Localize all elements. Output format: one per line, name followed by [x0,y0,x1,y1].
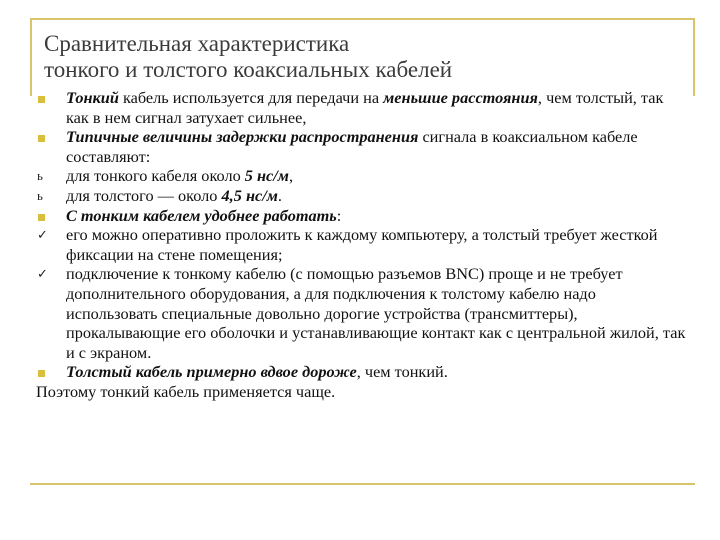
square-bullet-icon [36,362,66,381]
slide-title-line-1: Сравнительная характеристика [44,31,350,56]
checkmark-bullet-icon: ✓ [37,227,48,243]
body-text: Поэтому тонкий кабель применяется чаще. [36,381,336,401]
emphasis-text: Типичные величины задержки распространения [66,127,419,147]
body-text: для тонкого кабеля около [66,166,245,186]
slide-body [36,88,686,402]
list-item [36,362,686,382]
sub-bullet-icon: ь [37,168,43,184]
body-text: , [288,166,294,186]
emphasis-text: 4,5 нс/м [221,185,278,205]
body-text: его можно оперативно проложить к каждому компьютеру, а толстый требует жесткой фиксации на стене помещения; [66,225,658,264]
body-text: , чем тонкий. [356,362,448,382]
body-text: подключение к тонкому кабелю (с помощью разъемов BNC) проще и не требует дополнительного оборудования, а для подключения к толстому кабелю надо использовать специальные довольно дорогие устройства (трансмиттеры), прокалывающие его оболочки и устанавливающие контакт как с центральной жилой, так и с экраном. [66,264,686,362]
emphasis-text: С тонким кабелем удобнее работать [66,205,337,225]
body-text: , чем толстый, так как в нем сигнал затухает сильнее, [66,88,664,127]
square-bullet-icon [36,206,66,225]
list-item [36,206,686,226]
body-text: : [336,205,342,225]
list-item [36,88,686,127]
list-item [36,382,686,402]
frame-left-line [30,18,32,96]
sub-bullet-icon: ь [37,187,43,203]
list-item [36,166,686,186]
body-text: для толстого — около [66,185,222,205]
emphasis-text: 5 нс/м [244,166,289,186]
body-text: сигнала в коаксиальном кабеле составляют: [66,127,638,166]
emphasis-text: Тонкий [66,88,119,107]
checkmark-bullet-icon: ✓ [37,266,48,282]
slide-title-line-2: тонкого и толстого коаксиальных кабелей [44,57,453,82]
square-bullet-icon [36,127,66,146]
emphasis-text: Толстый кабель примерно вдвое дороже [66,362,357,382]
list-item [36,186,686,206]
frame-right-line [693,18,695,96]
slide-title [44,31,674,83]
list-item [36,264,686,362]
list-item [36,127,686,166]
body-text: . [277,185,282,205]
list-item [36,225,686,264]
frame-bottom-line [30,483,695,485]
emphasis-text: меньшие расстояния [383,88,538,107]
body-text: кабель используется для передачи на [118,88,384,107]
square-bullet-icon [36,88,66,107]
frame-top-line [30,18,695,20]
